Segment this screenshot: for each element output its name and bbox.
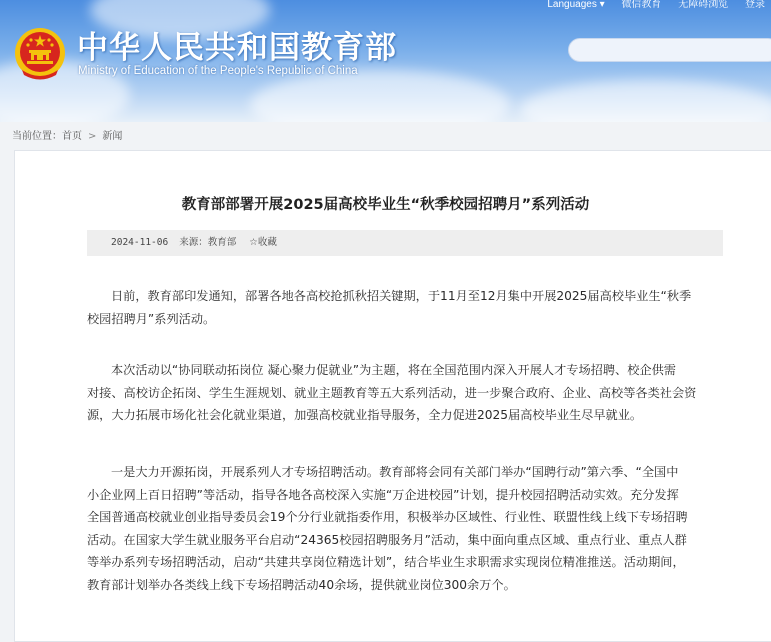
accessibility-link[interactable]: 无障碍浏览 [678, 0, 729, 10]
site-title[interactable]: 中华人民共和国教育部 [77, 30, 397, 66]
wechat-link[interactable]: 微信教育 [621, 0, 662, 10]
breadcrumb-prefix: 当前位置： [12, 131, 62, 142]
article-paragraph [87, 359, 723, 427]
paragraph-line: 对接、高校访企拓岗、学生生涯规划、就业主题教育等五大系列活动，进一步聚合政府、企业、高校等各类社会资 [87, 385, 697, 400]
top-links [533, 0, 765, 10]
paragraph-line: 教育部计划举办各类线上线下专场招聘活动40余场，提供就业岗位300余万个。 [87, 577, 516, 592]
paragraph-line: 活动。在国家大学生就业服务平台启动“24365校园招聘服务月”活动，集中面向重点区域、重点行业、重点人群 [87, 532, 687, 547]
chevron-down-icon: ▾ [599, 0, 605, 10]
paragraph-line: 等举办系列专场招聘活动，启动“共建共享岗位精选计划”，结合毕业生求职需求实现岗位精准推送。活动期间， [87, 555, 685, 569]
article-paragraph [87, 285, 723, 330]
paragraph-line: 日前，教育部印发通知，部署各地各高校抢抓秋招关键期，于11月至12月集中开展2025届高校毕业生“秋季 [111, 289, 692, 303]
site-subtitle: Ministry of Education of the People's Republic of China [78, 65, 358, 77]
site-header [0, 0, 771, 122]
article-title: 教育部部署开展2025届高校毕业生“秋季校园招聘月”系列活动 [181, 197, 590, 213]
cloud-decoration [520, 80, 771, 122]
breadcrumb [12, 127, 122, 142]
paragraph-line: 校园招聘月”系列活动。 [87, 311, 216, 326]
article-source: 来源：教育部 [179, 237, 237, 248]
breadcrumb-current[interactable]: 新闻 [102, 131, 123, 142]
search-input[interactable] [579, 39, 763, 63]
star-icon: ☆ [249, 237, 258, 248]
login-link[interactable]: 登录 [745, 0, 765, 10]
paragraph-line: 一是大力开源拓岗，开展系列人才专场招聘活动。教育部将会同有关部门举办“国聘行动”第六季、“全国中 [111, 465, 679, 479]
article-meta [87, 230, 723, 256]
breadcrumb-home[interactable]: 首页 [62, 131, 82, 142]
paragraph-line: 小企业网上百日招聘”等活动，指导各地各高校深入实施“万企进校园”计划，提升校园招聘活动实效。充分发挥 [87, 487, 679, 502]
paragraph-line: 源，大力拓展市场化社会化就业渠道，加强高校就业指导服务，全力促进2025届高校毕业生尽早就业。 [87, 408, 643, 422]
paragraph-line: 本次活动以“协同联动拓岗位 凝心聚力促就业”为主题，将在全国范围内深入开展人才专场招聘、校企供需 [111, 363, 676, 377]
article-paragraph [87, 461, 723, 596]
cloud-decoration [250, 70, 510, 122]
favorite-button[interactable]: ☆收藏 [249, 237, 277, 248]
paragraph-line: 全国普通高校就业创业指导委员会19个分行业就指委作用，积极举办区域性、行业性、联盟性线上线下专场招聘 [87, 510, 688, 524]
chevron-right-icon: > [88, 131, 97, 142]
languages-link[interactable]: Languages ▾ [547, 0, 605, 10]
publish-date: 2024-11-06 [111, 237, 169, 248]
national-emblem-icon[interactable] [14, 26, 66, 80]
search-box[interactable] [568, 38, 771, 62]
